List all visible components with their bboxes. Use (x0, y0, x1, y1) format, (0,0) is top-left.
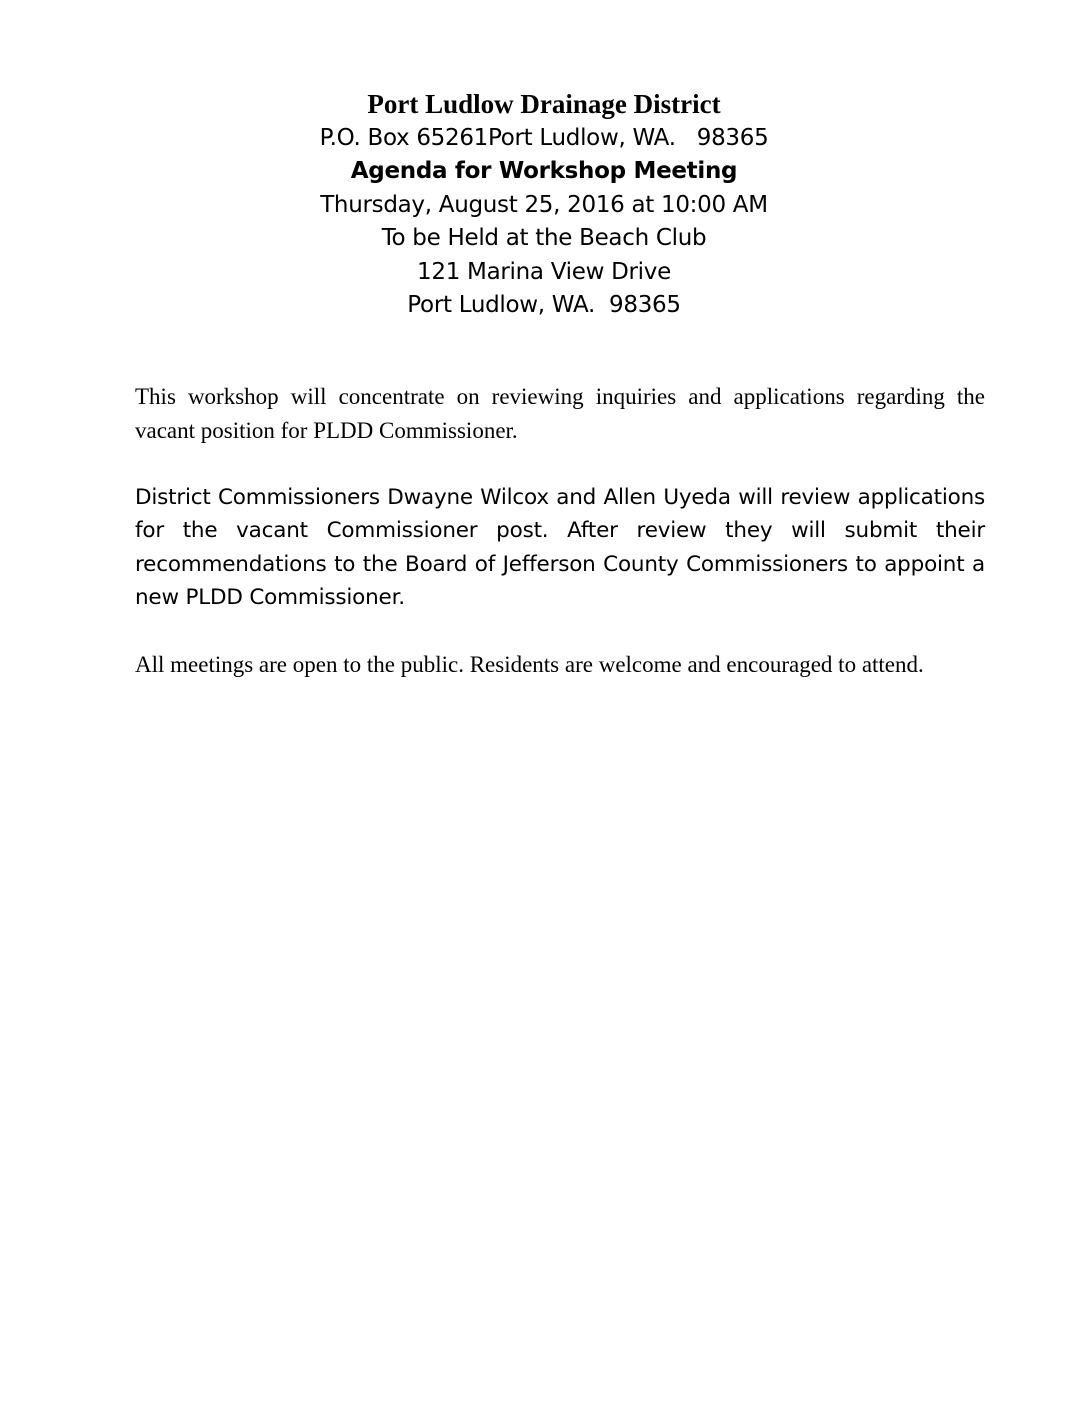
meeting-street: 121 Marina View Drive (417, 258, 671, 285)
paragraph-workshop-focus: This workshop will concentrate on reviewing inquiries and applications regarding the vacant position for PLDD Commissioner. (135, 384, 985, 443)
paragraph-public-meetings: All meetings are open to the public. Residents are welcome and encouraged to attend. (135, 652, 924, 677)
mailing-address: P.O. Box 65261Port Ludlow, WA. 98365 (319, 124, 769, 151)
meeting-location: To be Held at the Beach Club (381, 225, 707, 251)
org-name: Port Ludlow Drainage District (367, 89, 721, 119)
paragraph-commissioners-review: District Commissioners Dwayne Wilcox and Allen Uyeda will review applications for the vacant Commissioner post. After review they will submit their recommendations to the Board of Jefferson County Commissioners to appoint a new PLDD Commissioner. (135, 484, 985, 610)
meeting-datetime: Thursday, August 25, 2016 at 10:00 AM (320, 191, 768, 218)
agenda-title: Agenda for Workshop Meeting (350, 158, 738, 184)
agenda-body (135, 380, 985, 715)
meeting-city: Port Ludlow, WA. 98365 (407, 292, 681, 318)
agenda-header (0, 88, 1088, 323)
